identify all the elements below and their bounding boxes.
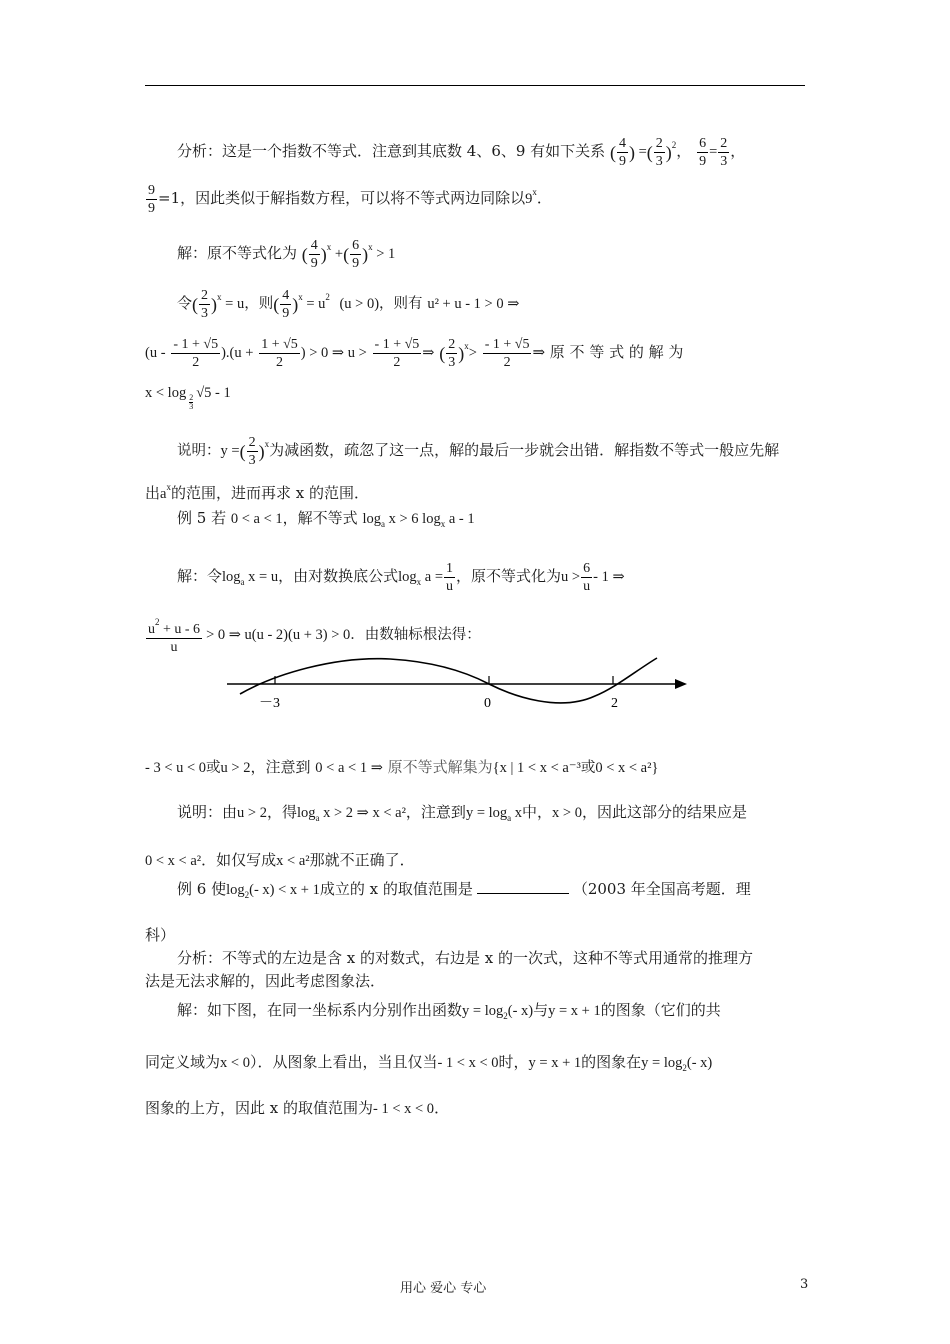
solution-6-line-3: 图象的上方，因此 x 的取值范围为- 1 < x < 0． bbox=[145, 1099, 450, 1117]
analysis-text: 分析：这是一个指数不等式．注意到其底数 4、6、9 有如下关系 bbox=[177, 142, 606, 160]
formula-9x: 9$^x$ bbox=[525, 187, 537, 207]
solution-line-2: 令( $\frac{2}{3}$ )$^x$ = u，则( $\frac{4}{9}$ )$^x = u^2$ (u > 0)，则有 u² + u - 1 > 0 ⇒ bbox=[177, 288, 520, 322]
analysis-text-2: =1，因此类似于解指数方程，可以将不等式两边同除以 bbox=[158, 189, 526, 207]
axis-label-2: 2 bbox=[611, 696, 618, 711]
formula-transformed: ( $\frac{4}{9}$ )$^x$ +( $\frac{6}{9}$ )$^x$ > 1 bbox=[301, 238, 396, 272]
formula-y-log2-b: $y = \log_2(-$ x) bbox=[641, 1055, 713, 1073]
note-line-1: 说明：y =( $\frac{2}{3}$ )$^x$为减函数，疏忽了这一点，解的最后一步就会出错．解指数不等式一般应先解 bbox=[177, 435, 780, 469]
formula-change-base: $\log_x a$ = $\frac{1}{u}$ bbox=[398, 561, 454, 594]
fraction-root-3: $\frac{- 1 + √5}{2}$ bbox=[374, 336, 420, 370]
formula-ex6: $\log_2(-$ x) < x + 1 bbox=[226, 882, 320, 900]
note-line-2: 出$a^x$的范围，进而再求 x 的范围． bbox=[145, 482, 369, 502]
analysis-6-line-2: 法是无法求解的，因此考虑图象法． bbox=[145, 972, 386, 990]
formula-ratio-2: $\frac{6}{9}$ = $\frac{2}{3}$ bbox=[699, 136, 728, 170]
example-5-title: 例 5 若 0 < a < 1，解不等式 $\log_a x > 6$ $\log_x a - 1$ bbox=[177, 509, 475, 529]
formula-decreasing: ( $\frac{2}{3}$ )$^x$ bbox=[239, 435, 270, 469]
fraction-root-2: $\frac{1 + √5}{2}$ bbox=[261, 336, 298, 370]
footer-motto: 用心 爱心 专心 bbox=[400, 1281, 487, 1296]
axis-arrow bbox=[675, 679, 687, 689]
solution-answer: x < log $\frac{2}{3}$ √5 - 1 bbox=[145, 385, 231, 411]
example-6-title-cont: 科） bbox=[145, 926, 176, 944]
formula-base: ( $\frac{2}{3}$ )$^x$ bbox=[439, 337, 469, 371]
fraction-quadratic: $\frac{u^2 + u - 6}{u}$ bbox=[146, 614, 202, 656]
comma: ， bbox=[676, 142, 692, 160]
solution-6-line-2: 同定义域为x < 0）．从图象上看出，当且仅当- 1 < x < 0时，y = x + 1的图象在$y = \log_2(-$ x) bbox=[145, 1053, 713, 1073]
page-number: 3 bbox=[800, 1277, 809, 1292]
example-5-factor: $\frac{u^2 + u - 6}{u}$ > 0 ⇒ u(u - 2)(u + 3) > 0．由数轴标根法得： bbox=[145, 614, 815, 656]
header-rule bbox=[145, 85, 805, 86]
fraction-root-4: $\frac{- 1 + √5}{2}$ bbox=[484, 336, 530, 370]
axis-label-neg3: －3 bbox=[259, 696, 280, 711]
formula-ax: $a^x$ bbox=[160, 482, 171, 502]
axis-label-0: 0 bbox=[484, 696, 491, 711]
example-6-title: 例 6 使$\log_2(-$ x) < x + 1成立的 x 的取值范围是 （2003 年全国高考题．理 bbox=[177, 880, 751, 900]
formula-sub-2: ( $\frac{4}{9}$ )$^x = u^2$ bbox=[273, 288, 330, 322]
number-axis-figure bbox=[215, 652, 695, 714]
analysis-6-line-1: 分析：不等式的左边是含 x 的对数式，右边是 x 的一次式，这种不等式用通常的推理方 bbox=[177, 949, 753, 967]
solution-text: 解：原不等式化为 bbox=[177, 244, 298, 262]
formula-y-log: $y = \log_a x$ bbox=[465, 805, 523, 823]
formula-ratio: ( $\frac{4}{9}$ ) =( $\frac{2}{3}$ )$^2$ bbox=[609, 136, 677, 170]
sign-curve bbox=[240, 658, 657, 703]
solution-line-3: (u - $\frac{- 1 + √5}{2}$ ).(u + $\frac{1 + √5}{2}$ ) > 0 ⇒ u > $\frac{- 1 + √5}{2}$ ⇒ ( $\frac{2}{3}$ )$^x$> $\frac{- 1 + √5}{2}$ ⇒ 原 不 等 式 的 解 为 bbox=[145, 336, 684, 371]
analysis-line-2: $\frac{9}{9}$ =1，因此类似于解指数方程，可以将不等式两边同除以9$^x$． bbox=[145, 180, 815, 217]
answer-blank bbox=[477, 879, 569, 894]
example-5-result: - 3 < u < 0或u > 2，注意到 0 < a < 1 ⇒ 原不等式解集为{x | 1 < x < a⁻³或0 < x < a²} bbox=[145, 758, 659, 776]
solution-line-1 bbox=[177, 235, 847, 272]
formula-sub: ( $\frac{2}{3}$ )$^x$ bbox=[192, 288, 222, 322]
formula-ineq: $\log_a x > 6$ $\log_x a - 1$ bbox=[362, 511, 475, 529]
example-5-solution: 解：令$\log_a x = u$，由对数换底公式$\log_x a$ = $\frac{1}{u}$ ，原不等式化为u > $\frac{6}{u}$ - 1 ⇒ bbox=[177, 561, 625, 594]
note-5-line-1: 说明：由u > 2，得$\log_a x > 2$ ⇒ x < a²，注意到$y = \log_a x$中，x > 0，因此这部分的结果应是 bbox=[177, 803, 747, 823]
formula-log-gt2: $\log_a x > 2$ ⇒ x < a² bbox=[296, 805, 406, 823]
fraction-root-1: $\frac{- 1 + √5}{2}$ bbox=[173, 336, 219, 370]
analysis-line-1 bbox=[177, 133, 847, 170]
formula-y-log2: $y = \log_2(-$ x) bbox=[462, 1003, 534, 1021]
note-5-line-2: 0 < x < a²．如仅写成x < a²那就不正确了． bbox=[145, 851, 415, 869]
formula-9-9: $\frac{9}{9}$ bbox=[148, 183, 155, 217]
formula-u-ineq: u > $\frac{6}{u}$ - 1 ⇒ bbox=[561, 561, 625, 594]
formula-log-sub: $\log_a x = u$ bbox=[222, 568, 279, 587]
solution-6-line-1: 解：如下图，在同一坐标系内分别作出函数$y = \log_2(-$ x)与y = x + 1的图象（它们的共 bbox=[177, 1001, 721, 1021]
log-base-fraction: $\frac{2}{3}$ bbox=[189, 393, 194, 411]
comma: ， bbox=[730, 142, 746, 160]
